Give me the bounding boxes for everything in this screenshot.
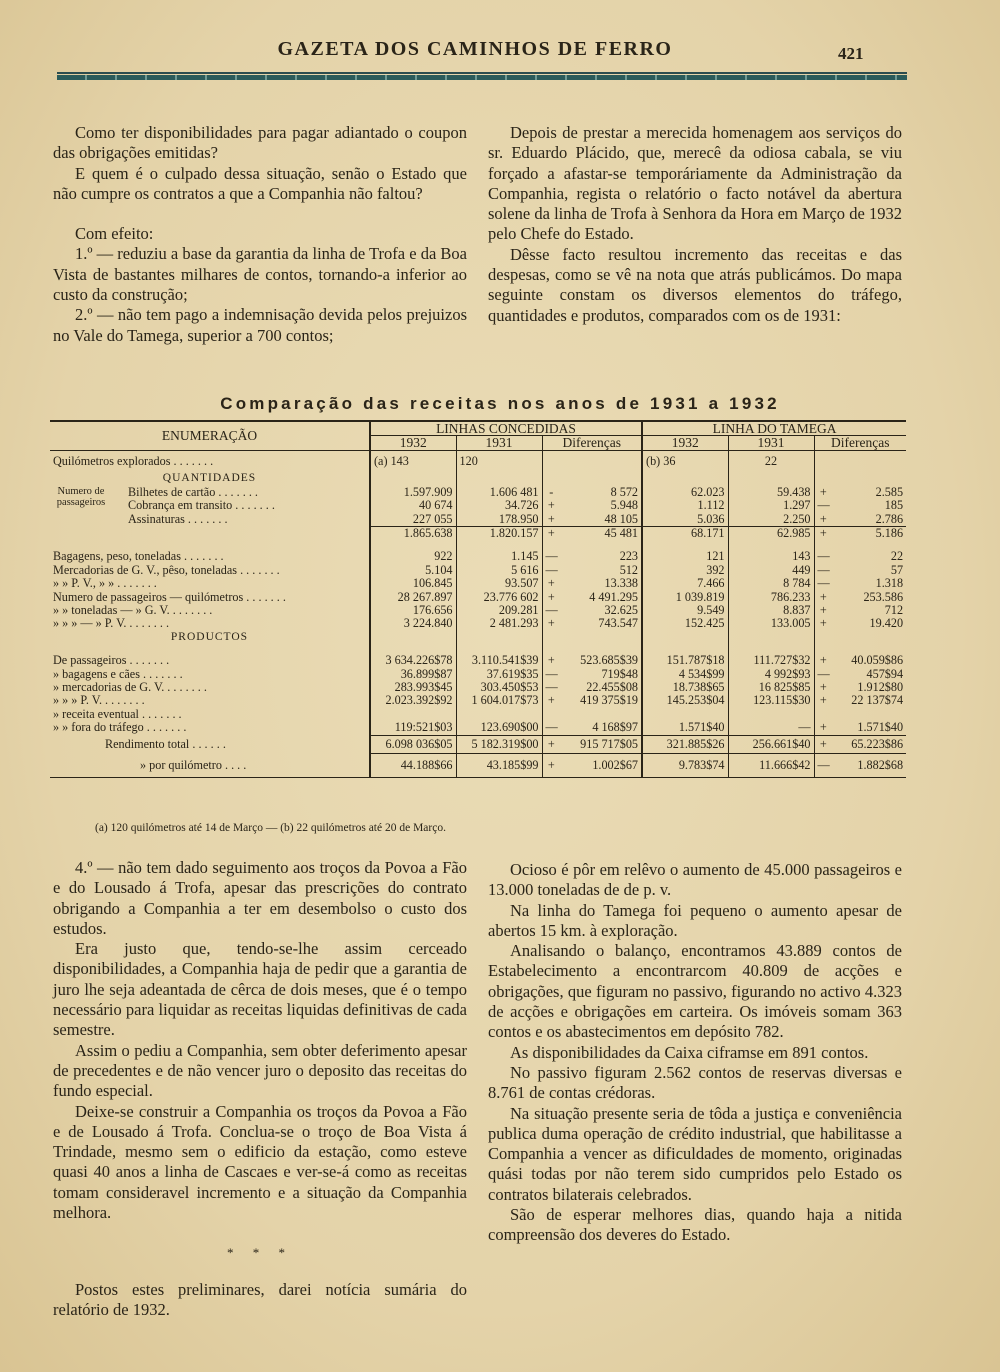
column-header-year: 1931	[728, 436, 814, 450]
table-row	[50, 654, 906, 667]
table-cell: 5.104	[370, 564, 456, 577]
table-cell: 37.619$35	[456, 668, 542, 681]
table-cell: +	[814, 721, 832, 735]
table-cell: 93.507	[456, 577, 542, 590]
leader-dots: . . . . . . .	[232, 498, 275, 513]
table-row	[50, 513, 906, 527]
table-cell: 321.885$26	[642, 735, 728, 753]
table-cell: 121	[642, 550, 728, 563]
table-cell: 178.950	[456, 513, 542, 527]
row-label-text: De passageiros	[53, 653, 127, 668]
table-cell: 34.726	[456, 499, 542, 512]
table-cell: 62.985	[728, 526, 814, 540]
table-cell: 22	[890, 549, 904, 564]
table-cell: +	[542, 694, 560, 707]
table-cell: 4 168$97	[592, 720, 639, 735]
paragraph: Ocioso é pôr em relêvo o aumento de 45.000 passageiros e 13.000 toneladas de de p. v.	[488, 860, 902, 900]
table-cell: +	[542, 577, 560, 590]
table-cell: 743.547	[598, 616, 639, 631]
table-cell: (b) 36	[642, 450, 728, 472]
table-cell: 8 784	[728, 577, 814, 590]
table-cell: 133.005	[728, 617, 814, 630]
table-cell: —	[728, 721, 814, 735]
leader-dots: . . . . . . .	[138, 706, 182, 721]
per-km-row: » por quilómetro . . . . 44.188$66 43.185$99 + 1.002$67 9.783$74 11.666$42 — 1.882$68	[50, 754, 906, 778]
table-cell: +	[814, 735, 832, 753]
leader-dots: . . . . . . .	[114, 576, 157, 591]
paragraph: Depois de prestar a merecida homenagem aos serviços do sr. Eduardo Plácido, que, merecê da odiosa cabala, se viu forçado a afastar-se temporáriamente da Administração da Companhia, regista o relatório o facto notável da abertura solene da linha de Trofa à Senhora da Hora em Março de 1932 pelo Chefe do Estado.	[488, 123, 902, 244]
table-cell: 32.625	[604, 602, 639, 617]
table-cell: 45 481	[560, 526, 642, 540]
table-cell: 915 717$05	[560, 735, 642, 753]
page-number: 421	[838, 44, 864, 63]
table-cell	[832, 708, 906, 721]
leader-dots: . . . . . . .	[126, 616, 170, 631]
paragraph: No passivo figuram 2.562 contos de reservas diversas e 8.761 de contas crédoras.	[488, 1062, 902, 1103]
table-cell: 1.571$40	[642, 721, 728, 735]
table-cell: 62.023	[642, 486, 728, 499]
table-cell: 922	[370, 550, 456, 563]
row-label	[50, 668, 370, 681]
row-label-text: Mercadorias de G. V., pêso, toneladas	[53, 562, 238, 577]
row-label-text: Assinaturas	[128, 511, 185, 526]
table-cell: 120	[456, 450, 542, 472]
table-cell: 1.002$67	[560, 754, 642, 778]
table-cell	[560, 708, 642, 721]
table-cell: 457$94	[866, 666, 904, 681]
table-cell: 23.776 602	[456, 591, 542, 604]
paragraph: 4.º — não tem dado seguimento aos troços da Povoa a Fão e do Lousado á Trofa, apesar das prescrições do contrato obrigando a Companhia a ter em desembolso o custo dos estudos.	[53, 858, 467, 938]
table-cell: 4 992$93	[728, 668, 814, 681]
table-cell: 1 604.017$73	[456, 694, 542, 707]
table-cell	[542, 708, 560, 721]
leader-dots: . . . . . . .	[164, 680, 207, 694]
table-cell: 5 616	[456, 564, 542, 577]
leader-dots: . . . . . . .	[237, 562, 280, 577]
paragraph: Postos estes preliminares, darei notícia sumária do relatório de 1932.	[53, 1279, 467, 1319]
subtotal-row	[50, 526, 906, 540]
row-label	[50, 513, 370, 527]
table-cell: 2.585	[875, 484, 904, 499]
table-cell: —	[542, 604, 560, 617]
table-cell: 523.685$39	[580, 653, 639, 668]
table-cell: +	[814, 694, 832, 707]
paragraph: Analisando o balanço, encontramos 43.889 contos de Estabelecimento a encontrarcom 40.809 de acções e obrigações, que figuram no passivo, figurando no activo 4.323 de acções e obrigações em carteira. Os imóveis somam 363 contos e os abastecimentos em depósito 782.	[488, 941, 902, 1042]
leader-dots: . . . . . . .	[143, 720, 187, 735]
table-row	[50, 708, 906, 721]
paragraph: E quem é o culpado dessa situação, senão o Estado que não cumpre os contratos a que a Companhia não faltou?	[53, 163, 467, 203]
table-cell: +	[542, 735, 560, 753]
table-cell: 40.059$86	[851, 653, 904, 668]
paragraph: Dêsse facto resultou incremento das receitas e das despesas, como se vê na nota que atrás publicámos. Do mapa seguinte constam os diversos elementos do tráfego, quantidades e produtos, comparados com os de 1931:	[488, 244, 902, 325]
table-cell: —	[814, 499, 832, 512]
section-label-quantidades: QUANTIDADES	[162, 472, 257, 485]
section-separator: * * *	[227, 1245, 293, 1261]
table-row	[50, 617, 906, 630]
table-cell: 1.318	[875, 576, 904, 591]
paragraph: 1.º — reduziu a base da garantia da linha de Trofa e da Boa Vista de bastantes milhares de contos, tornando-a inferior ao custo da construção;	[53, 244, 467, 305]
row-label-text: » receita eventual	[53, 706, 139, 721]
paragraph: Assim o pediu a Companhia, sem obter deferimento apesar de precedentes e de não vencer juro o deposito das receitas do fundo especial.	[53, 1040, 467, 1101]
table-cell: 44.188$66	[370, 754, 456, 778]
leader-dots: . . . . . . .	[180, 549, 224, 564]
table-row	[50, 668, 906, 681]
paragraph: 2.º — não tem pago a indemnisação devida pelos prejuizos no Vale do Tamega, superior a 700 contos;	[53, 305, 467, 345]
table-row	[50, 721, 906, 735]
paragraph: As disponibilidades da Caixa ciframse em 891 contos.	[510, 1042, 869, 1062]
table-cell: 253.586	[863, 589, 904, 604]
table-cell: 283.993$45	[370, 681, 456, 694]
row-label	[50, 617, 370, 630]
table-cell: 123.115$30	[728, 694, 814, 707]
table-cell: 106.845	[370, 577, 456, 590]
row-label-text: » bagagens e cães	[53, 666, 140, 681]
table-cell: 22.455$08	[586, 680, 639, 694]
table-cell: —	[542, 681, 560, 694]
table-cell: 1.112	[642, 499, 728, 512]
table-footnote: (a) 120 quilómetros até 14 de Março — (b) 22 quilómetros até 20 de Março.	[95, 822, 446, 834]
row-label: Rendimento total	[105, 736, 190, 751]
table-cell: 1.297	[728, 499, 814, 512]
table-cell: +	[542, 617, 560, 630]
table-cell: 28 267.897	[370, 591, 456, 604]
table-cell: 4 491.295	[589, 589, 639, 604]
table-cell: 4 534$99	[642, 668, 728, 681]
table-cell: +	[814, 486, 832, 499]
table-cell: 57	[890, 562, 904, 577]
table-cell: 303.450$53	[456, 681, 542, 694]
table-cell: 7.466	[642, 577, 728, 590]
table-cell: 512	[619, 562, 639, 577]
total-row: Rendimento total . . . . . . 6.098 036$05 5 182.319$00 + 915 717$05 321.885$26 256.661$40 + 65.223$86	[50, 735, 906, 753]
table-cell: 3 224.840	[370, 617, 456, 630]
table-cell: 719$48	[601, 666, 639, 681]
table-cell: 123.690$00	[456, 721, 542, 735]
table-cell: 5 182.319$00	[456, 735, 542, 753]
table-cell: 1.912$80	[857, 680, 904, 694]
table-cell: 1.597.909	[370, 486, 456, 499]
table-row	[50, 604, 906, 617]
table-cell: 256.661$40	[728, 735, 814, 753]
table-cell: 1.145	[456, 550, 542, 563]
row-label: Quilómetros explorados . . . . . . .	[53, 453, 214, 468]
table-cell: 13.338	[604, 576, 639, 591]
table-cell: 43.185$99	[456, 754, 542, 778]
paragraph: Na linha do Tamega foi pequeno o aumento apesar de abertos 15 km. à exploração.	[488, 900, 902, 940]
table-cell: +	[814, 604, 832, 617]
row-label-text: Bilhetes de cartão	[128, 484, 216, 499]
table-cell	[642, 708, 728, 721]
table-cell: 8.837	[728, 604, 814, 617]
table-cell: 119:521$03	[370, 721, 456, 735]
table-cell: +	[542, 591, 560, 604]
table-cell: 5.036	[642, 513, 728, 527]
table-row	[50, 577, 906, 590]
table-cell: +	[814, 654, 832, 667]
leader-dots: . . . . . . .	[169, 602, 213, 617]
table-cell: 185	[884, 498, 904, 513]
comparison-table	[50, 420, 906, 778]
table-cell: 68.171	[642, 526, 728, 540]
table-cell: —	[542, 721, 560, 735]
table-cell: 48 105	[604, 511, 639, 526]
row-label-text: » » » — » P. V.	[53, 616, 127, 631]
top-left-column	[53, 123, 467, 346]
table-cell: 1.571$40	[857, 720, 904, 735]
column-header-enumeracao: ENUMERAÇÃO	[50, 421, 370, 450]
table-cell: 1 039.819	[642, 591, 728, 604]
row-label	[50, 604, 370, 617]
table-cell: +	[814, 526, 832, 540]
table-cell: 2.250	[728, 513, 814, 527]
paragraph: Com efeito:	[75, 224, 154, 244]
table-row	[50, 550, 906, 563]
table-cell: +	[542, 654, 560, 667]
table-cell: 145.253$04	[642, 694, 728, 707]
paragraph: Na situação presente seria de tôda a justiça e conveniência publica duma operação de crédito industrial, que habilitasse a Companhia a vencer as dificuldades de momento, originadas quási todas por não terem sido cumpridos pelo Estado os contratos bilaterais celebrados.	[488, 1103, 902, 1204]
table-cell: 227 055	[370, 513, 456, 527]
leader-dots: . . . . . . .	[139, 666, 183, 681]
column-header-year: 1932	[370, 436, 456, 450]
table-cell: 6.098 036$05	[370, 735, 456, 753]
table-row	[50, 499, 906, 512]
table-cell: 1.882$68	[832, 754, 906, 778]
table-cell: 40 674	[370, 499, 456, 512]
table-cell: 1.820.157	[456, 526, 542, 540]
row-label-text: » mercadorias de G. V.	[53, 680, 165, 694]
table-cell: 8 572	[610, 484, 639, 499]
table-cell: -	[542, 486, 560, 499]
table-cell: —	[814, 550, 832, 563]
table-cell: +	[814, 681, 832, 694]
table-cell: +	[542, 513, 560, 527]
column-header-year: 1932	[642, 436, 728, 450]
table-cell: +	[814, 513, 832, 527]
table-cell: 111.727$32	[728, 654, 814, 667]
table-cell: 22 137$74	[851, 693, 904, 708]
table-cell: 65.223$86	[832, 735, 906, 753]
table-cell: 11.666$42	[728, 754, 814, 778]
table-cell: 19.420	[869, 616, 904, 631]
leader-dots: . . . . . . .	[243, 589, 286, 604]
table-title: Comparação das receitas nos anos de 1931 a 1932	[220, 394, 780, 413]
group-label-numero-de-passageiros: Numero de passageiros	[56, 485, 106, 508]
table-row	[50, 694, 906, 707]
journal-title: GAZETA DOS CAMINHOS DE FERRO	[277, 38, 673, 60]
table-cell: 2.023.392$92	[370, 694, 456, 707]
top-right-column	[488, 123, 902, 326]
section-label-productos: PRODUCTOS	[170, 630, 249, 643]
row-label-text: » » » P. V.	[53, 693, 102, 708]
table-cell	[370, 708, 456, 721]
paragraph: Era justo que, tendo-se-lhe assim cerceado disponibilidades, a Companhia haja de pedir que a garantia de juro lhe seja adeantada de cêrca de dois meses, que é o tempo necessário para liquidar as receitas liquidas definitivas de cada semestre.	[53, 939, 467, 1040]
group-header-linha-tamega: LINHA DO TAMEGA	[642, 421, 906, 436]
table-cell: +	[814, 617, 832, 630]
row-label-text: Bagagens, peso, toneladas	[53, 549, 181, 564]
table-cell: —	[542, 668, 560, 681]
table-cell: 151.787$18	[642, 654, 728, 667]
row-label	[50, 577, 370, 590]
table-cell: +	[542, 754, 560, 778]
table-cell: 59.438	[728, 486, 814, 499]
row-label	[50, 681, 370, 694]
table-cell: 143	[728, 550, 814, 563]
bottom-right-column	[488, 860, 902, 1246]
leader-dots: . . . . . . .	[215, 484, 258, 499]
column-header-year: 1931	[456, 436, 542, 450]
table-cell: 18.738$65	[642, 681, 728, 694]
leader-dots: . . . . . . .	[126, 653, 170, 668]
table-row	[50, 681, 906, 694]
table-cell: 223	[619, 549, 639, 564]
paragraph: São de esperar melhores dias, quando haja a nitida compreensão dos deveres do Estado.	[488, 1205, 902, 1245]
table-cell	[456, 708, 542, 721]
table-cell: 5.186	[832, 526, 906, 540]
table-cell: 9.549	[642, 604, 728, 617]
row-label	[50, 591, 370, 604]
header-rule	[57, 72, 907, 82]
table-cell: 9.783$74	[642, 754, 728, 778]
table-cell: 2.786	[875, 511, 904, 526]
row-label	[50, 550, 370, 563]
group-header-linhas-concedidas: LINHAS CONCEDIDAS	[370, 421, 642, 436]
table-cell: 152.425	[642, 617, 728, 630]
table-cell	[814, 708, 832, 721]
table-cell: —	[814, 564, 832, 577]
row-label	[50, 654, 370, 667]
table-cell: —	[814, 754, 832, 778]
table-cell: 3 634.226$78	[370, 654, 456, 667]
leader-dots: . . . . . . .	[102, 693, 145, 708]
row-label-text: » » toneladas — » G. V.	[53, 602, 170, 617]
row-label-text: Numero de passageiros — quilómetros	[53, 589, 244, 604]
table-cell: 1.865.638	[370, 526, 456, 540]
paragraph: Como ter disponibilidades para pagar adiantado o coupon das obrigações emitidas?	[53, 123, 467, 163]
table-cell: +	[542, 526, 560, 540]
table-cell: 209.281	[456, 604, 542, 617]
table-cell: —	[542, 550, 560, 563]
table-cell: 1.606 481	[456, 486, 542, 499]
table-cell: 2 481.293	[456, 617, 542, 630]
row-label	[50, 694, 370, 707]
table-row	[50, 591, 906, 604]
bottom-left-column	[53, 858, 467, 1320]
table-cell: 36.899$87	[370, 668, 456, 681]
row-label-text: Cobrança em transito	[128, 498, 233, 513]
table-cell: —	[814, 577, 832, 590]
table-cell: 16 825$85	[728, 681, 814, 694]
table-cell: —	[814, 668, 832, 681]
row-label-text: » » fora do tráfego	[53, 720, 144, 735]
table-cell: 392	[642, 564, 728, 577]
row-label	[50, 564, 370, 577]
table-row	[50, 486, 906, 499]
table-cell: 712	[884, 602, 904, 617]
table-cell: —	[542, 564, 560, 577]
column-header-diff: Diferenças	[542, 436, 642, 450]
row-label	[50, 721, 370, 735]
table-cell: +	[542, 499, 560, 512]
leader-dots: . . . . . . .	[184, 511, 228, 526]
row-label	[50, 708, 370, 721]
row-label: » por quilómetro	[140, 757, 222, 772]
table-cell: 176.656	[370, 604, 456, 617]
table-cell: 449	[728, 564, 814, 577]
paragraph: Deixe-se construir a Companhia os troços da Povoa a Fão e de Lousado á Trofa. Conclua-se o troço de Boa Vista á Trindade, mesmo sem o edificio da estação, como esteve quasi 40 anos a linha de Cascaes e ver-se-á como as receitas tomam consideravel incremento e a situação da Companhia melhora.	[53, 1101, 467, 1223]
table-cell: +	[814, 591, 832, 604]
table-cell: 5.948	[610, 498, 639, 513]
table-cell: 419 375$19	[580, 693, 639, 708]
table-row	[50, 564, 906, 577]
row-label-text: » » P. V., » »	[53, 576, 115, 591]
table-cell: 3.110.541$39	[456, 654, 542, 667]
table-cell	[728, 708, 814, 721]
table-cell: 22	[728, 450, 814, 472]
table-cell: (a) 143	[370, 450, 456, 472]
table-cell: 786.233	[728, 591, 814, 604]
column-header-diff: Diferenças	[814, 436, 906, 450]
